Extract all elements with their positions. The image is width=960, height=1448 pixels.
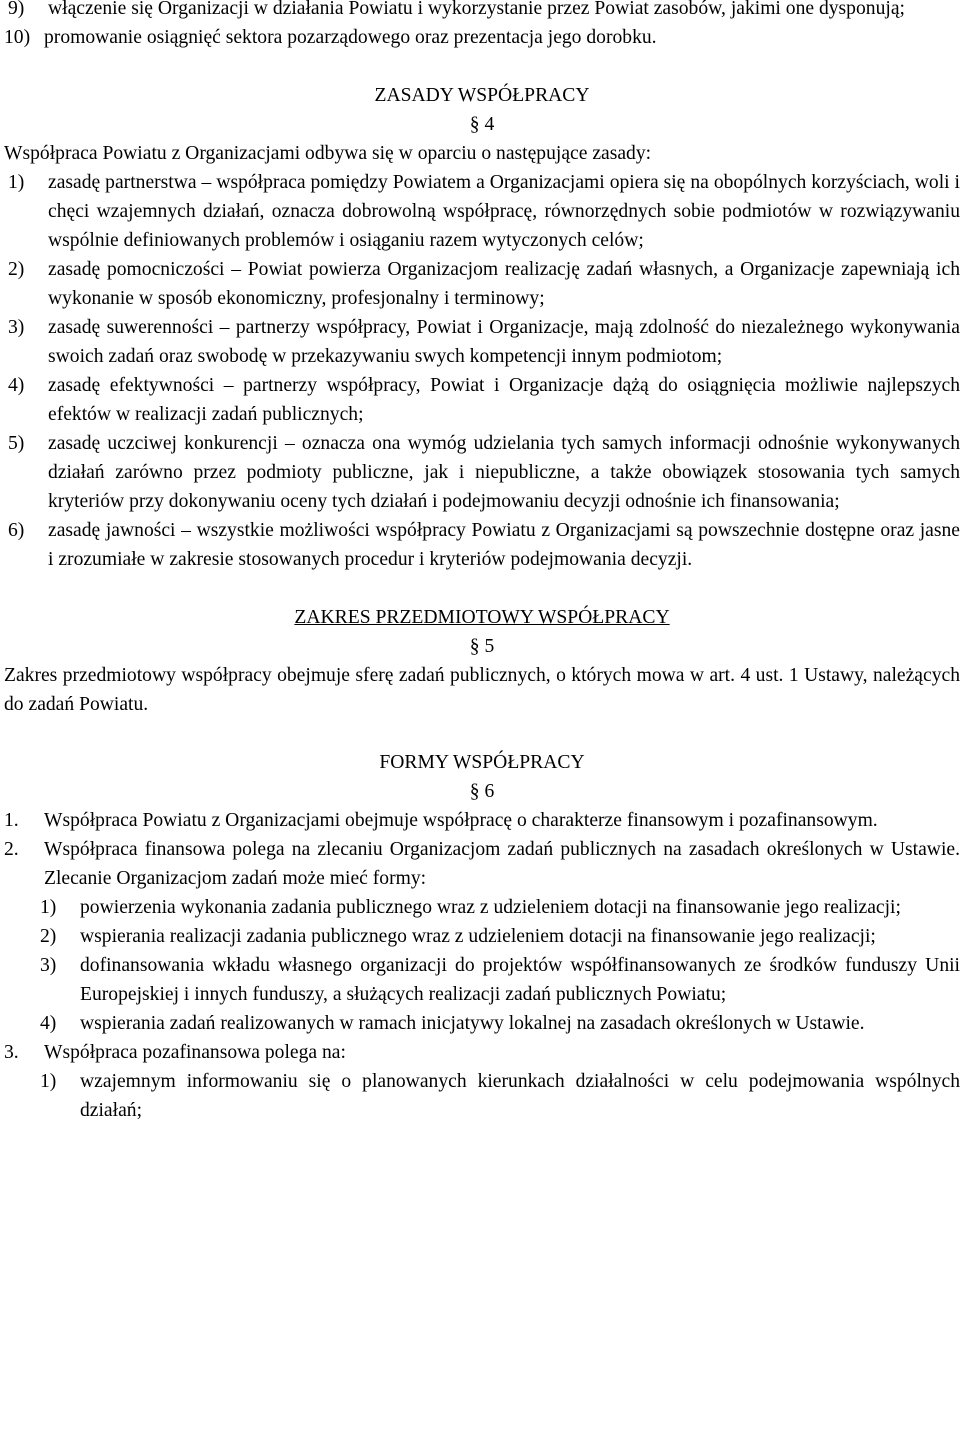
list-item <box>4 313 960 371</box>
list-item <box>4 806 960 835</box>
item-text: zasadę uczciwej konkurencji – oznacza ona wymóg udzielania tych samych informacji odnośnie wykonywanych działań zarówno przez podmioty publiczne, jak i niepubliczne, a także obowiązek stosowania tych samych kryteriów przy dokonywaniu oceny tych działań i podejmowaniu decyzji odnośnie ich finansowania; <box>48 433 960 512</box>
item-text: wspierania realizacji zadania publicznego wraz z udzieleniem dotacji na finansowanie jego realizacji; <box>80 926 876 947</box>
paragraph: Zakres przedmiotowy współpracy obejmuje sferę zadań publicznych, o których mowa w art. 4 ust. 1 Ustawy, należących do zadań Powiatu. <box>4 665 960 715</box>
item-number: 2. <box>4 839 19 860</box>
list-item <box>4 168 960 255</box>
item-number: 3) <box>40 955 57 976</box>
item-number: 3) <box>8 317 25 338</box>
item-number: 2) <box>8 259 25 280</box>
item-number: 6) <box>8 520 25 541</box>
item-number: 4) <box>8 375 25 396</box>
section-number: § 6 <box>469 781 495 802</box>
item-text: zasadę suwerenności – partnerzy współpracy, Powiat i Organizacje, mają zdolność do niezależnego wykonywania swoich zadań oraz swobodę w przekazywaniu swych kompetencji innym podmiotom; <box>48 317 960 367</box>
item-number: 1) <box>40 1071 57 1092</box>
list-item <box>4 429 960 516</box>
list-item <box>4 0 960 23</box>
item-text: promowanie osiągnięć sektora pozarządowego oraz prezentacja jego dorobku. <box>44 27 657 48</box>
item-text: zasadę partnerstwa – współpraca pomiędzy Powiatem a Organizacjami opiera się na obopólnych korzyściach, woli i chęci wzajemnych działań, oznacza dobrowolną współpracę, równorzędnych sobie podmiotów w rozwiązywaniu wspólnie definiowanych problemów i osiąganiu razem wytyczonych celów; <box>48 172 960 251</box>
section-heading: FORMY WSPÓŁPRACY <box>379 752 585 773</box>
list-item <box>4 371 960 429</box>
item-text: zasadę jawności – wszystkie możliwości współpracy Powiatu z Organizacjami są powszechnie dostępne oraz jasne i zrozumiałe w zakresie stosowanych procedur i kryteriów podejmowania decyzji. <box>48 520 960 570</box>
item-text: wzajemnym informowaniu się o planowanych kierunkach działalności w celu podejmowania wspólnych działań; <box>80 1071 960 1121</box>
item-number: 1) <box>8 172 25 193</box>
section-heading: ZAKRES PRZEDMIOTOWY WSPÓŁPRACY <box>294 607 670 628</box>
item-text: wspierania zadań realizowanych w ramach inicjatywy lokalnej na zasadach określonych w Ustawie. <box>80 1013 865 1034</box>
item-number: 10) <box>4 27 31 48</box>
item-number: 5) <box>8 433 25 454</box>
item-number: 3. <box>4 1042 19 1063</box>
section-number: § 4 <box>469 114 495 135</box>
paragraph: Współpraca Powiatu z Organizacjami odbywa się w oparciu o następujące zasady: <box>4 143 652 164</box>
list-item <box>36 893 960 922</box>
list-item <box>36 951 960 1009</box>
item-number: 4) <box>40 1013 57 1034</box>
list-item <box>4 255 960 313</box>
list-item <box>4 835 960 893</box>
item-text: dofinansowania wkładu własnego organizacji do projektów współfinansowanych ze środków funduszy Unii Europejskiej i innych funduszy, a służących realizacji zadań publicznych Powiatu; <box>80 955 960 1005</box>
item-number: 2) <box>40 926 57 947</box>
item-number: 1. <box>4 810 19 831</box>
list-item <box>4 516 960 574</box>
list-item <box>4 1038 960 1067</box>
item-text: Współpraca Powiatu z Organizacjami obejmuje współpracę o charakterze finansowym i pozafinansowym. <box>44 810 878 831</box>
list-item <box>36 1009 960 1038</box>
list-item <box>36 922 960 951</box>
list-item <box>36 1067 960 1125</box>
item-text: zasadę efektywności – partnerzy współpracy, Powiat i Organizacje dążą do osiągnięcia możliwie najlepszych efektów w realizacji zadań publicznych; <box>48 375 960 425</box>
item-number: 1) <box>40 897 57 918</box>
section-heading: ZASADY WSPÓŁPRACY <box>374 85 590 106</box>
item-text: Współpraca pozafinansowa polega na: <box>44 1042 346 1063</box>
item-text: Współpraca finansowa polega na zlecaniu Organizacjom zadań publicznych na zasadach określonych w Ustawie. Zlecanie Organizacjom zadań może mieć formy: <box>44 839 960 889</box>
section-number: § 5 <box>469 636 495 657</box>
item-number: 9) <box>8 0 25 19</box>
item-text: zasadę pomocniczości – Powiat powierza Organizacjom realizację zadań własnych, a Organizacje zapewniają ich wykonanie w sposób ekonomiczny, profesjonalny i terminowy; <box>48 259 960 309</box>
item-text: włączenie się Organizacji w działania Powiatu i wykorzystanie przez Powiat zasobów, jakimi one dysponują; <box>48 0 905 19</box>
item-text: powierzenia wykonania zadania publicznego wraz z udzieleniem dotacji na finansowanie jego realizacji; <box>80 897 901 918</box>
list-item <box>4 23 960 52</box>
